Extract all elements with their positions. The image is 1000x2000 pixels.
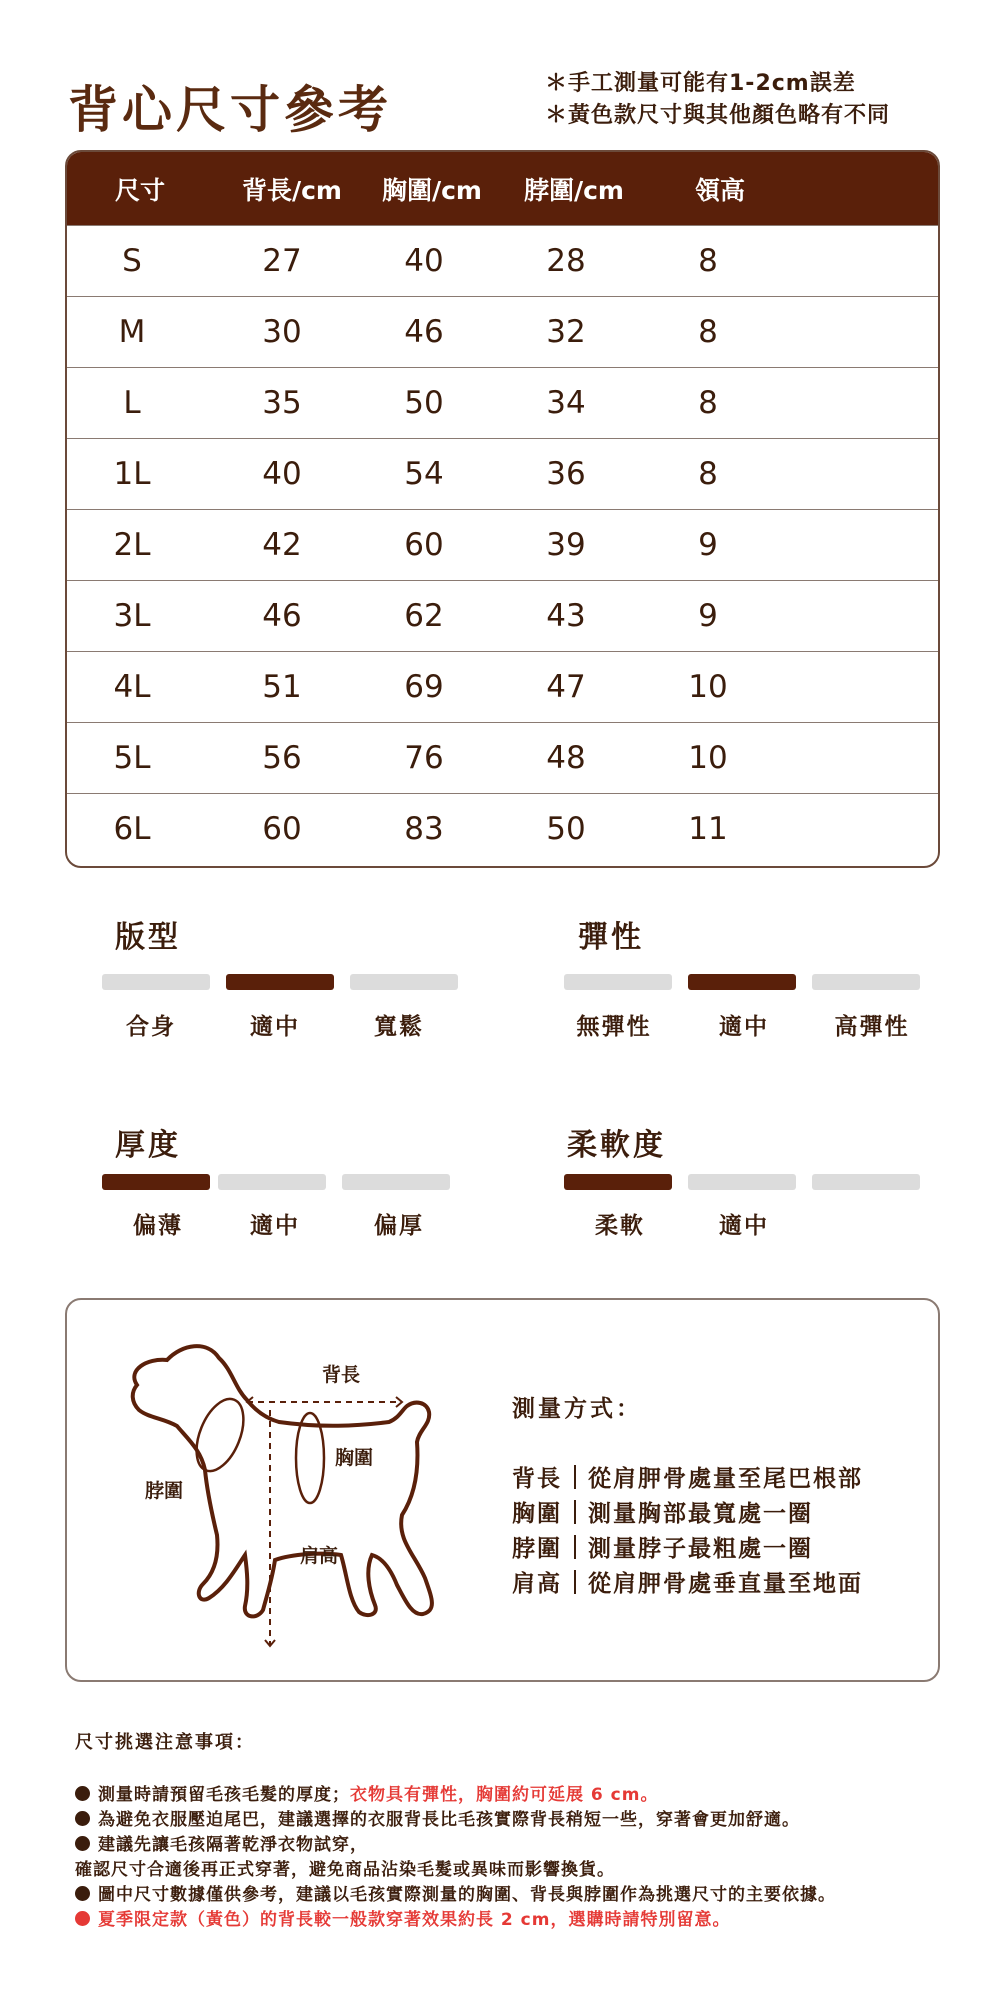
header-neck: 脖圍/cm bbox=[523, 175, 624, 205]
table-cell: 1L bbox=[113, 456, 151, 492]
thickness-bar-thick bbox=[342, 1174, 450, 1190]
divider bbox=[574, 1500, 576, 1524]
table-cell: 43 bbox=[546, 598, 586, 634]
elasticity-bar-none bbox=[564, 974, 672, 990]
table-cell: 50 bbox=[404, 385, 444, 421]
table-row bbox=[67, 580, 938, 651]
table-cell: 8 bbox=[698, 456, 718, 492]
table-body bbox=[67, 225, 938, 864]
table-cell: 76 bbox=[404, 740, 444, 776]
measure-desc: 從肩胛骨處垂直量至地面 bbox=[588, 1571, 863, 1597]
measure-row-neck bbox=[512, 1530, 813, 1563]
table-cell: S bbox=[122, 243, 142, 279]
measure-term: 肩高 bbox=[512, 1571, 562, 1597]
tip-5-text: 夏季限定款（黃色）的背長較一般款穿著效果約長 2 cm，選購時請特別留意。 bbox=[98, 1910, 731, 1930]
table-cell: 56 bbox=[262, 740, 302, 776]
table-cell: 9 bbox=[698, 598, 718, 634]
tip-5 bbox=[75, 1905, 730, 1930]
table-cell: 42 bbox=[262, 527, 302, 563]
dog-label-neck: 脖圍 bbox=[145, 1480, 184, 1502]
header-size: 尺寸 bbox=[114, 175, 165, 205]
elasticity-bar-high bbox=[812, 974, 920, 990]
table-cell: 50 bbox=[546, 811, 586, 847]
table-cell: 8 bbox=[698, 243, 718, 279]
table-cell: 36 bbox=[546, 456, 586, 492]
header-back-length: 背長/cm bbox=[241, 175, 342, 205]
header-collar-height: 領高 bbox=[694, 175, 745, 205]
table-cell: 27 bbox=[262, 243, 302, 279]
tip-2-text: 為避免衣服壓迫尾巴，建議選擇的衣服背長比毛孩實際背長稍短一些，穿著會更加舒適。 bbox=[98, 1810, 800, 1830]
table-cell: M bbox=[118, 314, 146, 350]
softness-label-soft: 柔軟 bbox=[595, 1213, 645, 1239]
table-cell: 4L bbox=[113, 669, 151, 705]
page-title: 背心尺寸參考 bbox=[68, 81, 392, 139]
fit-label-loose: 寬鬆 bbox=[374, 1014, 424, 1040]
measure-desc: 測量脖子最粗處一圈 bbox=[588, 1536, 813, 1562]
table-cell: 46 bbox=[262, 598, 302, 634]
measure-row-shoulder bbox=[512, 1565, 863, 1598]
table-cell: 40 bbox=[262, 456, 302, 492]
table-cell: 35 bbox=[262, 385, 302, 421]
table-row bbox=[67, 722, 938, 793]
measure-title: 測量方式： bbox=[512, 1396, 642, 1422]
fit-bar-loose bbox=[350, 974, 458, 990]
thickness-bar-thin bbox=[102, 1174, 210, 1190]
table-cell: 2L bbox=[113, 527, 151, 563]
softness-bar-empty bbox=[812, 1174, 920, 1190]
tip-4 bbox=[75, 1880, 836, 1905]
tip-4-text: 圖中尺寸數據僅供參考，建議以毛孩實際測量的胸圍、背長與脖圍作為挑選尺寸的主要依據。 bbox=[98, 1885, 836, 1905]
table-cell: 28 bbox=[546, 243, 586, 279]
fit-bar-regular bbox=[226, 974, 334, 990]
tip-1 bbox=[75, 1780, 658, 1805]
table-cell: L bbox=[123, 385, 141, 421]
header-chest: 胸圍/cm bbox=[381, 175, 482, 205]
measure-term: 胸圍 bbox=[512, 1501, 562, 1527]
table-cell: 46 bbox=[404, 314, 444, 350]
measure-term: 脖圍 bbox=[512, 1536, 562, 1562]
measure-desc: 從肩胛骨處量至尾巴根部 bbox=[588, 1466, 863, 1492]
measurement-guide bbox=[65, 1298, 940, 1682]
table-cell: 83 bbox=[404, 811, 444, 847]
thickness-bar-regular bbox=[218, 1174, 326, 1190]
elasticity-label-none: 無彈性 bbox=[576, 1014, 652, 1040]
dog-label-back: 背長 bbox=[322, 1364, 361, 1386]
table-cell: 10 bbox=[688, 740, 728, 776]
divider bbox=[574, 1570, 576, 1594]
dog-label-chest: 胸圍 bbox=[335, 1447, 374, 1469]
softness-title: 柔軟度 bbox=[567, 1128, 666, 1163]
fit-bar-fitted bbox=[102, 974, 210, 990]
tip-3-continued: 確認尺寸合適後再正式穿著，避免商品沾染毛髮或異味而影響換貨。 bbox=[75, 1860, 615, 1880]
elasticity-label-high: 高彈性 bbox=[834, 1014, 910, 1040]
bullet-icon bbox=[75, 1786, 90, 1801]
table-cell: 62 bbox=[404, 598, 444, 634]
fit-label-fitted: 合身 bbox=[126, 1014, 176, 1040]
table-cell: 34 bbox=[546, 385, 586, 421]
table-cell: 40 bbox=[404, 243, 444, 279]
table-header bbox=[67, 152, 938, 225]
softness-label-regular: 適中 bbox=[719, 1213, 769, 1239]
divider bbox=[574, 1535, 576, 1559]
notes bbox=[545, 68, 890, 132]
tip-1-text: 測量時請預留毛孩毛髮的厚度； bbox=[98, 1785, 350, 1805]
bullet-icon bbox=[75, 1836, 90, 1851]
thickness-label-thin: 偏薄 bbox=[133, 1213, 183, 1239]
note-yellow-variant: ＊黃色款尺寸與其他顏色略有不同 bbox=[545, 103, 891, 128]
size-table bbox=[65, 150, 940, 868]
tip-2 bbox=[75, 1805, 800, 1830]
dog-label-shoulder: 肩高 bbox=[300, 1545, 339, 1567]
bullet-icon bbox=[75, 1911, 90, 1926]
table-row bbox=[67, 509, 938, 580]
table-cell: 11 bbox=[688, 811, 728, 847]
table-cell: 30 bbox=[262, 314, 302, 350]
table-row bbox=[67, 793, 938, 864]
fit-label-regular: 適中 bbox=[250, 1014, 300, 1040]
table-cell: 39 bbox=[546, 527, 586, 563]
elasticity-bar-medium bbox=[688, 974, 796, 990]
fit-title: 版型 bbox=[115, 920, 181, 955]
tips-title: 尺寸挑選注意事項： bbox=[75, 1732, 255, 1753]
bullet-icon bbox=[75, 1886, 90, 1901]
table-row bbox=[67, 438, 938, 509]
thickness-label-regular: 適中 bbox=[250, 1213, 300, 1239]
table-cell: 47 bbox=[546, 669, 586, 705]
tip-1-highlight: 衣物具有彈性，胸圍約可延展 6 cm。 bbox=[350, 1785, 659, 1805]
divider bbox=[574, 1465, 576, 1489]
table-cell: 60 bbox=[404, 527, 444, 563]
tip-3 bbox=[75, 1830, 368, 1855]
table-row bbox=[67, 367, 938, 438]
thickness-title: 厚度 bbox=[115, 1128, 181, 1163]
table-cell: 32 bbox=[546, 314, 586, 350]
table-cell: 51 bbox=[262, 669, 302, 705]
measure-term: 背長 bbox=[512, 1466, 562, 1492]
elasticity-title: 彈性 bbox=[578, 920, 644, 955]
table-cell: 8 bbox=[698, 314, 718, 350]
measure-row-back bbox=[512, 1460, 863, 1493]
table-cell: 9 bbox=[698, 527, 718, 563]
bullet-icon bbox=[75, 1811, 90, 1826]
measure-row-chest bbox=[512, 1495, 813, 1528]
measure-desc: 測量胸部最寬處一圈 bbox=[588, 1501, 813, 1527]
table-cell: 69 bbox=[404, 669, 444, 705]
note-measurement-error: ＊手工測量可能有1-2cm誤差 bbox=[545, 71, 856, 96]
table-cell: 54 bbox=[404, 456, 444, 492]
table-row bbox=[67, 225, 938, 296]
table-cell: 3L bbox=[113, 598, 151, 634]
tip-3-text: 建議先讓毛孩隔著乾淨衣物試穿， bbox=[98, 1835, 368, 1855]
table-cell: 6L bbox=[113, 811, 151, 847]
table-cell: 5L bbox=[113, 740, 151, 776]
thickness-label-thick: 偏厚 bbox=[374, 1213, 424, 1239]
table-cell: 10 bbox=[688, 669, 728, 705]
table-row bbox=[67, 651, 938, 722]
softness-bar-regular bbox=[688, 1174, 796, 1190]
table-row bbox=[67, 296, 938, 367]
table-cell: 48 bbox=[546, 740, 586, 776]
table-cell: 60 bbox=[262, 811, 302, 847]
elasticity-label-medium: 適中 bbox=[719, 1014, 769, 1040]
table-cell: 8 bbox=[698, 385, 718, 421]
softness-bar-soft bbox=[564, 1174, 672, 1190]
